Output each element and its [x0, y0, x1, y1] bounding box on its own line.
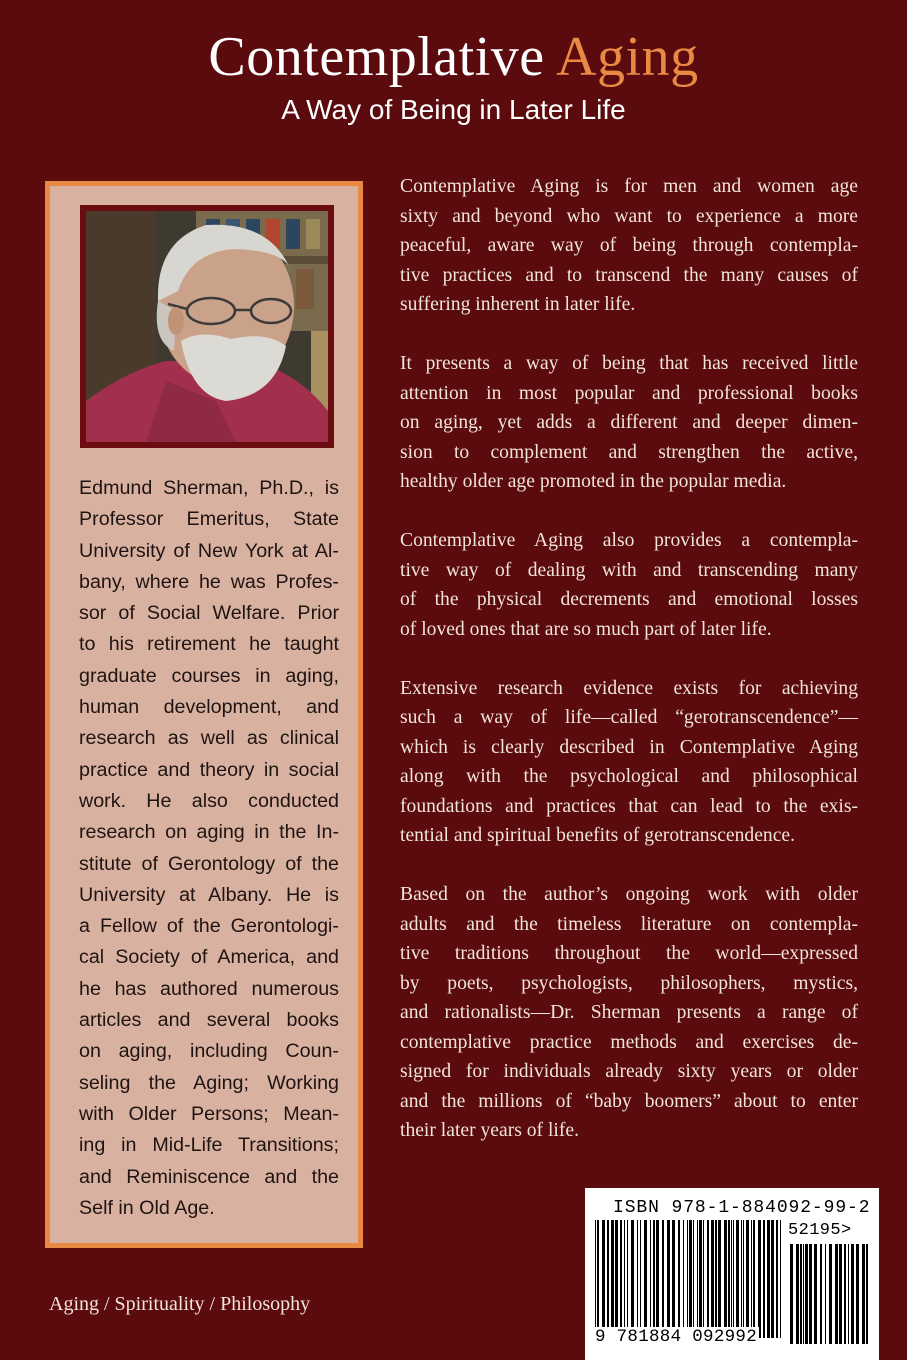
- barcode-bar: [693, 1220, 694, 1338]
- barcode-bar: [758, 1220, 761, 1338]
- barcode-bar: [767, 1220, 770, 1338]
- barcode-bar: [672, 1220, 675, 1338]
- description-line: signed for individuals already sixty years or older: [400, 1061, 858, 1082]
- book-subtitle: A Way of Being in Later Life: [281, 94, 626, 125]
- book-title: [0, 22, 907, 92]
- bio-line: cal Society of America, and: [79, 946, 339, 969]
- barcode-bar: [699, 1220, 702, 1338]
- barcode-bar: [780, 1220, 781, 1338]
- bio-line: to his retirement he taught: [79, 633, 339, 656]
- barcode-bar: [644, 1220, 647, 1338]
- description-line: suffering inherent in later life.: [400, 294, 636, 315]
- author-photo-frame: [80, 205, 334, 448]
- description-line: their later years of life.: [400, 1120, 579, 1141]
- bio-line: Professor Emeritus, State: [79, 508, 339, 531]
- description-line: on aging, yet adds a different and deeper dimen-: [400, 412, 858, 433]
- barcode-bar: [796, 1244, 799, 1344]
- bio-line: stitute of Gerontology of the: [79, 852, 339, 875]
- bio-line: on aging, including Coun-: [79, 1040, 339, 1063]
- barcode-bar: [733, 1220, 734, 1338]
- barcode-bar: [707, 1220, 709, 1338]
- barcode-bar: [667, 1220, 670, 1338]
- description-paragraph: [400, 526, 858, 644]
- bio-line: sor of Social Welfare. Prior: [79, 602, 339, 625]
- barcode-bar: [771, 1220, 774, 1338]
- barcode-bar: [687, 1220, 688, 1338]
- description-line: Contemplative Aging is for men and women age: [400, 176, 858, 197]
- description-line: tential and spiritual benefits of gerotranscendence.: [400, 825, 795, 846]
- barcode-bar: [848, 1244, 849, 1344]
- barcode-bar: [711, 1220, 714, 1338]
- barcode-bar: [751, 1220, 752, 1338]
- title-main: Contemplative: [208, 26, 545, 88]
- description-line: peaceful, aware way of being through contempla-: [400, 235, 858, 256]
- barcode-bar: [835, 1244, 838, 1344]
- description-line: by poets, psychologists, philosophers, mystics,: [400, 972, 858, 994]
- description-line: contemplative practice methods and exercises de-: [400, 1031, 858, 1053]
- description-line: tive traditions throughout the world—expressed: [400, 943, 858, 964]
- author-bio: [79, 473, 339, 1224]
- bio-line: graduate courses in aging,: [79, 664, 339, 687]
- description-line: of the physical decrements and emotional losses: [400, 589, 858, 610]
- barcode-bar: [683, 1220, 684, 1338]
- barcode-bar: [718, 1220, 721, 1338]
- bio-line: University at Albany. He is: [79, 883, 339, 906]
- barcode-bar: [866, 1244, 868, 1344]
- barcode-bar: [650, 1220, 651, 1338]
- description-line: foundations and practices that can lead to the exis-: [400, 795, 858, 817]
- bio-line: ing in Mid-Life Transitions;: [79, 1134, 339, 1157]
- description-line: attention in most popular and professional books: [400, 382, 858, 404]
- barcode-bar: [653, 1220, 655, 1338]
- barcode-bar: [697, 1220, 698, 1338]
- bio-line: seling the Aging; Working: [79, 1071, 339, 1094]
- description-line: healthy older age promoted in the popular media.: [400, 471, 787, 492]
- barcode-bar: [746, 1220, 749, 1338]
- barcode-bar: [640, 1220, 641, 1338]
- description-line: sion to complement and strengthen the active,: [400, 441, 858, 463]
- barcode-bar: [631, 1220, 634, 1338]
- barcode-bar: [763, 1220, 765, 1338]
- barcode-bar: [856, 1244, 859, 1344]
- book-description: [400, 172, 858, 1175]
- barcode-bar: [662, 1220, 664, 1338]
- barcode-bar: [689, 1220, 692, 1338]
- description-line: such a way of life—called “gerotranscendence”—: [400, 707, 858, 728]
- barcode-bar: [820, 1244, 822, 1344]
- description-paragraph: [400, 674, 858, 851]
- bio-line: research as well as clinical: [79, 727, 339, 750]
- barcode-bar: [805, 1244, 808, 1344]
- barcode-bar: [637, 1220, 638, 1338]
- price-code: 52195>: [788, 1221, 852, 1240]
- bio-line: research on aging in the In-: [79, 821, 339, 844]
- barcode-bar: [814, 1244, 817, 1344]
- bio-line: articles and several books: [79, 1009, 339, 1032]
- barcode-bar: [624, 1220, 625, 1338]
- author-photo: [86, 211, 328, 442]
- description-line: tive way of dealing with and transcending many: [400, 559, 858, 581]
- description-paragraph: [400, 172, 858, 320]
- description-line: sixty and beyond who want to experience a more: [400, 205, 858, 227]
- bio-line: human development, and: [79, 696, 339, 719]
- barcode-bar: [862, 1244, 865, 1344]
- barcode-bar: [595, 1220, 596, 1338]
- description-line: and the millions of “baby boomers” about to enter: [400, 1090, 858, 1112]
- ean-barcode: [595, 1220, 783, 1338]
- barcode-bar: [602, 1220, 605, 1338]
- barcode-bar: [611, 1220, 614, 1338]
- description-line: tive practices and to transcend the many causes of: [400, 264, 858, 286]
- barcode-bar: [743, 1220, 744, 1338]
- ean-digits: 9 781884 092992: [595, 1327, 758, 1347]
- description-paragraph: [400, 349, 858, 497]
- barcode-bar: [829, 1244, 832, 1344]
- barcode-box: [585, 1188, 879, 1360]
- bio-line: work. He also conducted: [79, 789, 339, 812]
- barcode-bar: [844, 1244, 846, 1344]
- bio-line: practice and theory in social: [79, 758, 339, 781]
- description-line: along with the psychological and philosophical: [400, 766, 858, 787]
- bio-line: Edmund Sherman, Ph.D., is: [79, 477, 339, 499]
- barcode-bar: [656, 1220, 659, 1338]
- bio-line: and Reminiscence and the: [79, 1165, 339, 1188]
- description-paragraph: [400, 880, 858, 1146]
- barcode-bar: [851, 1244, 854, 1344]
- bio-line: bany, where he was Profes-: [79, 570, 339, 593]
- barcode-bar: [736, 1220, 739, 1338]
- description-line: Based on the author’s ongoing work with older: [400, 884, 858, 905]
- barcode-bar: [753, 1220, 755, 1338]
- barcode-bar: [839, 1244, 842, 1344]
- barcode-bar: [715, 1220, 717, 1338]
- barcode-bar: [627, 1220, 628, 1338]
- barcode-bar: [724, 1220, 727, 1338]
- barcode-bar: [728, 1220, 730, 1338]
- author-box: [45, 181, 363, 1248]
- barcode-bar: [803, 1244, 804, 1344]
- barcode-bar: [776, 1220, 778, 1338]
- barcode-bar: [731, 1220, 732, 1338]
- barcode-bar: [597, 1220, 599, 1338]
- bio-line: a Fellow of the Gerontologi-: [79, 915, 339, 938]
- barcode-bar: [741, 1220, 742, 1338]
- barcode-bar: [825, 1244, 826, 1344]
- barcode-bar: [620, 1220, 622, 1338]
- title-accent: Aging: [556, 26, 699, 88]
- barcode-bar: [615, 1220, 618, 1338]
- isbn-text: ISBN 978-1-884092-99-2: [613, 1198, 871, 1218]
- bio-line: he has authored numerous: [79, 977, 339, 1000]
- bio-line: with Older Persons; Mean-: [79, 1102, 339, 1125]
- barcode-bar: [790, 1244, 793, 1344]
- bio-line: Self in Old Age.: [79, 1196, 215, 1219]
- category-line: Aging / Spirituality / Philosophy: [49, 1293, 311, 1315]
- price-barcode: [790, 1244, 870, 1344]
- description-line: Extensive research evidence exists for achieving: [400, 677, 858, 699]
- description-line: which is clearly described in Contemplative Aging: [400, 736, 858, 758]
- description-line: of loved ones that are so much part of later life.: [400, 618, 772, 640]
- description-line: It presents a way of being that has received little: [400, 353, 858, 374]
- description-line: Contemplative Aging also provides a contempla-: [400, 530, 858, 551]
- barcode-bar: [809, 1244, 812, 1344]
- barcode-bar: [800, 1244, 802, 1344]
- bio-line: University of New York at Al-: [79, 539, 339, 562]
- description-line: and rationalists—Dr. Sherman presents a range of: [400, 1002, 858, 1023]
- barcode-bar: [703, 1220, 704, 1338]
- barcode-bar: [678, 1220, 680, 1338]
- barcode-bar: [607, 1220, 609, 1338]
- description-line: adults and the timeless literature on contempla-: [400, 913, 858, 935]
